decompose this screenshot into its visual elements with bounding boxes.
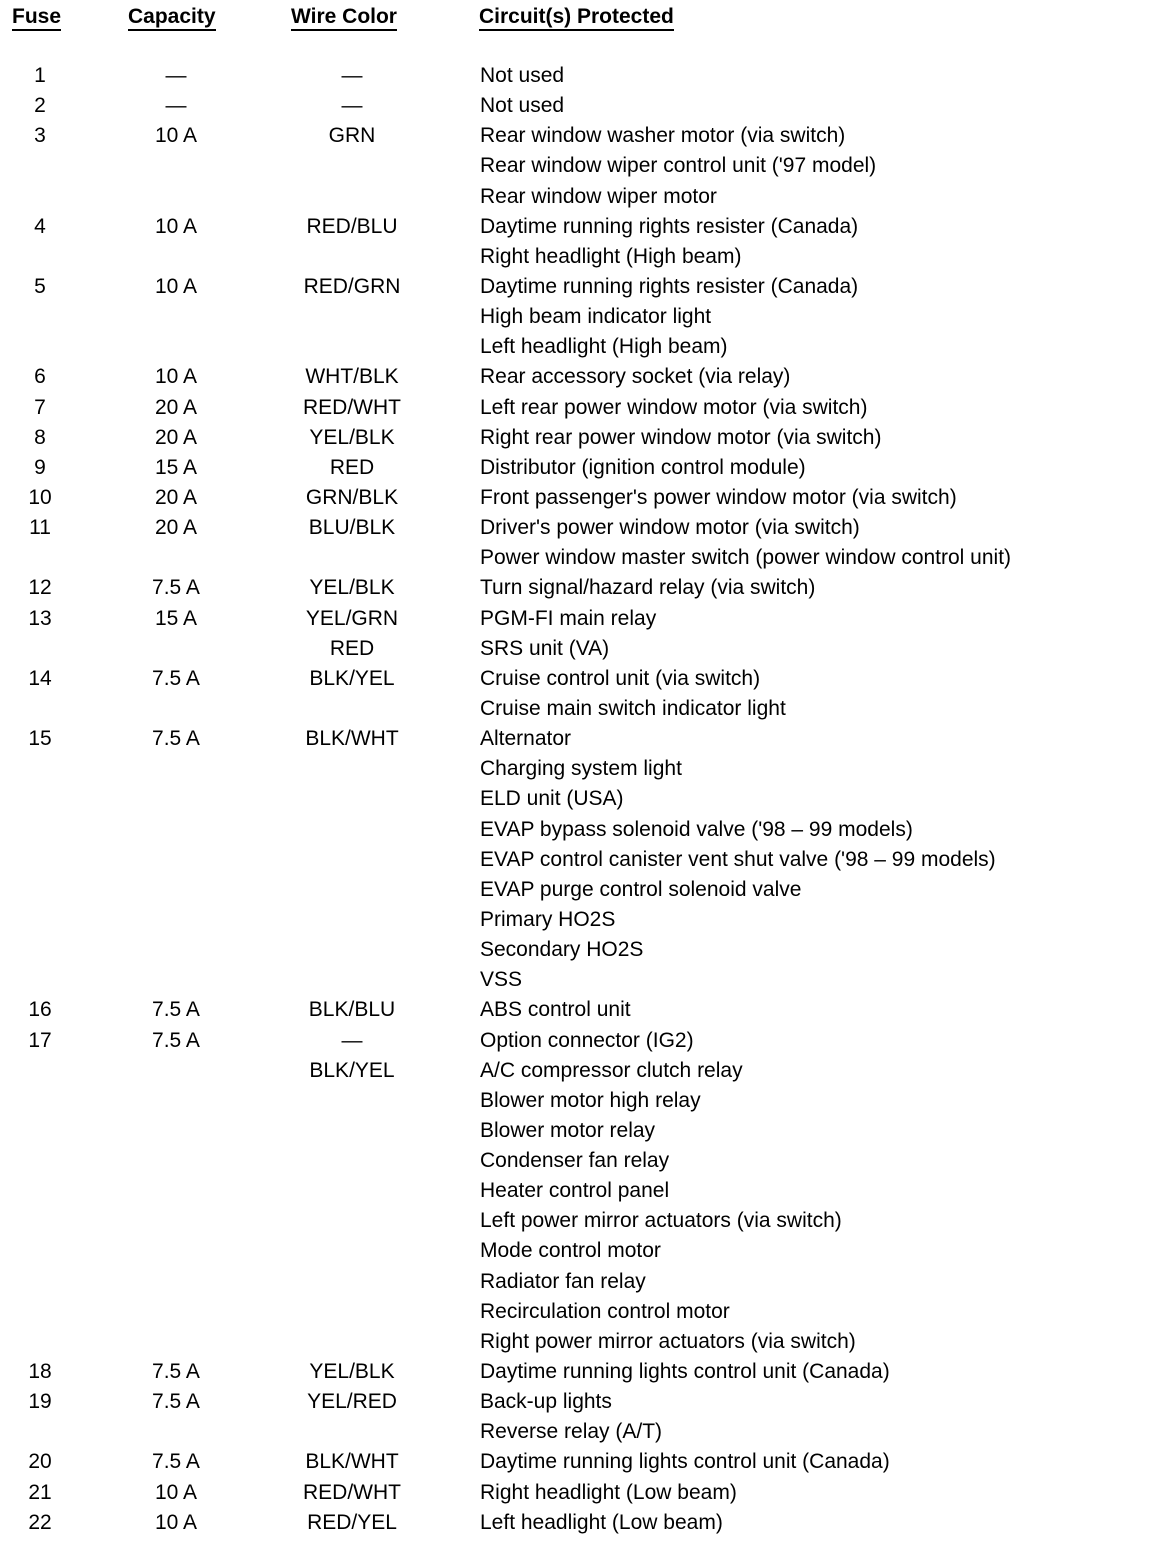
fuse-number: 21 bbox=[28, 1480, 52, 1504]
fuse-capacity: 7.5 A bbox=[152, 1028, 200, 1052]
circuit-protected: VSS bbox=[480, 968, 523, 992]
circuit-protected: Distributor (ignition control module) bbox=[480, 455, 806, 479]
circuit-protected: Recirculation control motor bbox=[480, 1299, 730, 1323]
table-row bbox=[0, 724, 1152, 754]
wire-color: YEL/BLK bbox=[309, 1360, 395, 1384]
header-fuse: Fuse bbox=[12, 2, 61, 32]
table-row bbox=[0, 664, 1152, 694]
circuit-protected: Secondary HO2S bbox=[480, 938, 644, 962]
wire-color: RED/YEL bbox=[307, 1510, 397, 1534]
fuse-capacity: 20 A bbox=[154, 516, 198, 540]
wire-color: WHT/BLK bbox=[305, 365, 399, 389]
circuit-protected: Left power mirror actuators (via switch) bbox=[480, 1209, 842, 1233]
circuit-protected: Daytime running rights resister (Canada) bbox=[480, 274, 859, 298]
table-row bbox=[0, 1447, 1152, 1477]
table-row bbox=[0, 242, 1152, 272]
fuse-capacity: 10 A bbox=[154, 274, 198, 298]
circuit-protected: Reverse relay (A/T) bbox=[480, 1420, 663, 1444]
circuit-protected: Radiator fan relay bbox=[480, 1269, 646, 1293]
table-row bbox=[0, 634, 1152, 664]
table-row bbox=[0, 845, 1152, 875]
table-row bbox=[0, 1086, 1152, 1116]
fuse-number: 22 bbox=[28, 1510, 52, 1534]
table-row bbox=[0, 1056, 1152, 1086]
circuit-protected: Right headlight (Low beam) bbox=[480, 1480, 737, 1504]
circuit-protected: Rear window wiper motor bbox=[480, 184, 717, 208]
table-row bbox=[0, 543, 1152, 573]
wire-color: BLK/WHT bbox=[305, 727, 399, 751]
table-row bbox=[0, 393, 1152, 423]
fuse-number: 11 bbox=[29, 516, 51, 540]
fuse-number: 20 bbox=[28, 1450, 52, 1474]
fuse-table-body bbox=[0, 61, 1152, 1538]
circuit-protected: Daytime running rights resister (Canada) bbox=[480, 214, 859, 238]
table-row bbox=[0, 61, 1152, 91]
fuse-capacity: — bbox=[165, 94, 187, 118]
table-row bbox=[0, 423, 1152, 453]
wire-color: — bbox=[341, 1028, 363, 1052]
fuse-number: 16 bbox=[28, 998, 52, 1022]
circuit-protected: Blower motor high relay bbox=[480, 1088, 701, 1112]
table-row bbox=[0, 121, 1152, 151]
fuse-number: 13 bbox=[28, 606, 52, 630]
fuse-capacity: 15 A bbox=[154, 606, 198, 630]
circuit-protected: ELD unit (USA) bbox=[480, 787, 624, 811]
wire-color: BLK/YEL bbox=[309, 666, 395, 690]
circuit-protected: Option connector (IG2) bbox=[480, 1028, 694, 1052]
wire-color: BLK/BLU bbox=[308, 998, 396, 1022]
table-row bbox=[0, 1026, 1152, 1056]
table-row bbox=[0, 965, 1152, 995]
circuit-protected: Heater control panel bbox=[480, 1179, 670, 1203]
fuse-number: 17 bbox=[28, 1028, 52, 1052]
wire-color: YEL/BLK bbox=[309, 576, 395, 600]
table-row bbox=[0, 1327, 1152, 1357]
fuse-number: 4 bbox=[34, 214, 46, 238]
circuit-protected: Turn signal/hazard relay (via switch) bbox=[480, 576, 816, 600]
fuse-capacity: 10 A bbox=[154, 365, 198, 389]
table-row bbox=[0, 513, 1152, 543]
circuit-protected: Daytime running lights control unit (Canada) bbox=[480, 1360, 890, 1384]
fuse-capacity: 20 A bbox=[154, 485, 198, 509]
table-row bbox=[0, 694, 1152, 724]
circuit-protected: Blower motor relay bbox=[480, 1118, 656, 1142]
circuit-protected: SRS unit (VA) bbox=[480, 636, 610, 660]
fuse-number: 2 bbox=[34, 94, 46, 118]
circuit-protected: High beam indicator light bbox=[480, 305, 712, 329]
table-row bbox=[0, 905, 1152, 935]
table-row bbox=[0, 1357, 1152, 1387]
table-row bbox=[0, 212, 1152, 242]
circuit-protected: Left headlight (High beam) bbox=[480, 335, 728, 359]
circuit-protected: A/C compressor clutch relay bbox=[480, 1058, 743, 1082]
circuit-protected: Daytime running lights control unit (Canada) bbox=[480, 1450, 890, 1474]
circuit-protected: Back-up lights bbox=[480, 1390, 612, 1414]
fuse-capacity: 10 A bbox=[154, 214, 198, 238]
table-row bbox=[0, 91, 1152, 121]
circuit-protected: Mode control motor bbox=[480, 1239, 661, 1263]
circuit-protected: Right power mirror actuators (via switch) bbox=[480, 1329, 856, 1353]
circuit-protected: Not used bbox=[480, 64, 565, 87]
table-row bbox=[0, 815, 1152, 845]
wire-color: RED/WHT bbox=[303, 395, 401, 419]
header-capacity: Capacity bbox=[128, 2, 216, 32]
fuse-number: 10 bbox=[28, 485, 52, 509]
fuse-capacity: 7.5 A bbox=[152, 1360, 200, 1384]
fuse-number: 1 bbox=[34, 64, 46, 87]
fuse-capacity: 7.5 A bbox=[152, 1450, 200, 1474]
wire-color: BLK/WHT bbox=[305, 1450, 399, 1474]
table-row bbox=[0, 1116, 1152, 1146]
table-row bbox=[0, 875, 1152, 905]
wire-color: RED bbox=[329, 636, 375, 660]
circuit-protected: EVAP control canister vent shut valve ('98 – 99 models) bbox=[480, 847, 996, 871]
fuse-number: 3 bbox=[34, 124, 46, 148]
fuse-capacity: 7.5 A bbox=[152, 666, 200, 690]
table-row bbox=[0, 995, 1152, 1025]
wire-color: GRN bbox=[328, 124, 376, 148]
fuse-number: 15 bbox=[28, 727, 52, 751]
circuit-protected: Condenser fan relay bbox=[480, 1149, 670, 1173]
table-row bbox=[0, 182, 1152, 212]
fuse-number: 6 bbox=[34, 365, 46, 389]
wire-color: YEL/GRN bbox=[305, 606, 399, 630]
fuse-number: 18 bbox=[28, 1360, 52, 1384]
circuit-protected: Right rear power window motor (via switch) bbox=[480, 425, 882, 449]
wire-color: GRN/BLK bbox=[305, 485, 399, 509]
circuit-protected: Power window master switch (power window control unit) bbox=[480, 546, 1012, 570]
circuit-protected: EVAP bypass solenoid valve ('98 – 99 models) bbox=[480, 817, 913, 841]
circuit-protected: Cruise main switch indicator light bbox=[480, 696, 786, 720]
fuse-capacity: — bbox=[165, 64, 187, 87]
fuse-capacity: 15 A bbox=[154, 455, 198, 479]
fuse-number: 19 bbox=[28, 1390, 52, 1414]
circuit-protected: Not used bbox=[480, 94, 565, 118]
table-row bbox=[0, 1146, 1152, 1176]
circuit-protected: Rear accessory socket (via relay) bbox=[480, 365, 791, 389]
circuit-protected: EVAP purge control solenoid valve bbox=[480, 877, 802, 901]
wire-color: — bbox=[341, 64, 363, 87]
table-row bbox=[0, 935, 1152, 965]
wire-color: RED/WHT bbox=[303, 1480, 401, 1504]
circuit-protected: Left headlight (Low beam) bbox=[480, 1510, 723, 1534]
fuse-number: 9 bbox=[34, 455, 46, 479]
fuse-capacity: 20 A bbox=[154, 395, 198, 419]
circuit-protected: Left rear power window motor (via switch) bbox=[480, 395, 868, 419]
circuit-protected: Charging system light bbox=[480, 757, 682, 781]
circuit-protected: Rear window wiper control unit ('97 model) bbox=[480, 154, 877, 178]
table-row bbox=[0, 754, 1152, 784]
table-row bbox=[0, 483, 1152, 513]
table-row bbox=[0, 784, 1152, 814]
table-row bbox=[0, 1297, 1152, 1327]
table-row bbox=[0, 151, 1152, 181]
fuse-number: 7 bbox=[34, 395, 46, 419]
wire-color: BLK/YEL bbox=[309, 1058, 395, 1082]
table-row bbox=[0, 1206, 1152, 1236]
table-row bbox=[0, 1417, 1152, 1447]
fuse-capacity: 10 A bbox=[154, 1510, 198, 1534]
circuit-protected: PGM-FI main relay bbox=[480, 606, 657, 630]
header-wire-color: Wire Color bbox=[291, 2, 397, 32]
wire-color: RED/GRN bbox=[303, 274, 401, 298]
circuit-protected: Cruise control unit (via switch) bbox=[480, 666, 761, 690]
circuit-protected: Alternator bbox=[480, 727, 572, 751]
fuse-capacity: 7.5 A bbox=[152, 576, 200, 600]
fuse-capacity: 20 A bbox=[154, 425, 198, 449]
table-row bbox=[0, 1478, 1152, 1508]
table-row bbox=[0, 272, 1152, 302]
table-row bbox=[0, 1236, 1152, 1266]
wire-color: RED/BLU bbox=[306, 214, 398, 238]
fuse-number: 8 bbox=[34, 425, 46, 449]
table-row bbox=[0, 302, 1152, 332]
table-row bbox=[0, 1267, 1152, 1297]
fuse-number: 12 bbox=[28, 576, 52, 600]
table-row bbox=[0, 453, 1152, 483]
fuse-number: 14 bbox=[28, 666, 52, 690]
table-row bbox=[0, 332, 1152, 362]
table-row bbox=[0, 1176, 1152, 1206]
circuit-protected: Rear window washer motor (via switch) bbox=[480, 124, 846, 148]
table-row bbox=[0, 604, 1152, 634]
circuit-protected: Front passenger's power window motor (via switch) bbox=[480, 485, 957, 509]
circuit-protected: Driver's power window motor (via switch) bbox=[480, 516, 860, 540]
table-row bbox=[0, 1508, 1152, 1538]
table-row bbox=[0, 362, 1152, 392]
wire-color: YEL/RED bbox=[307, 1390, 397, 1414]
table-row bbox=[0, 1387, 1152, 1417]
wire-color: BLU/BLK bbox=[308, 516, 396, 540]
fuse-number: 5 bbox=[34, 274, 46, 298]
fuse-capacity: 7.5 A bbox=[152, 998, 200, 1022]
fuse-capacity: 7.5 A bbox=[152, 727, 200, 751]
table-row bbox=[0, 573, 1152, 603]
header-circuits-protected: Circuit(s) Protected bbox=[479, 2, 674, 32]
fuse-capacity: 7.5 A bbox=[152, 1390, 200, 1414]
circuit-protected: Primary HO2S bbox=[480, 907, 616, 931]
wire-color: RED bbox=[329, 455, 375, 479]
circuit-protected: Right headlight (High beam) bbox=[480, 244, 742, 268]
wire-color: YEL/BLK bbox=[309, 425, 395, 449]
fuse-capacity: 10 A bbox=[154, 124, 198, 148]
wire-color: — bbox=[341, 94, 363, 118]
circuit-protected: ABS control unit bbox=[480, 998, 631, 1022]
fuse-capacity: 10 A bbox=[154, 1480, 198, 1504]
